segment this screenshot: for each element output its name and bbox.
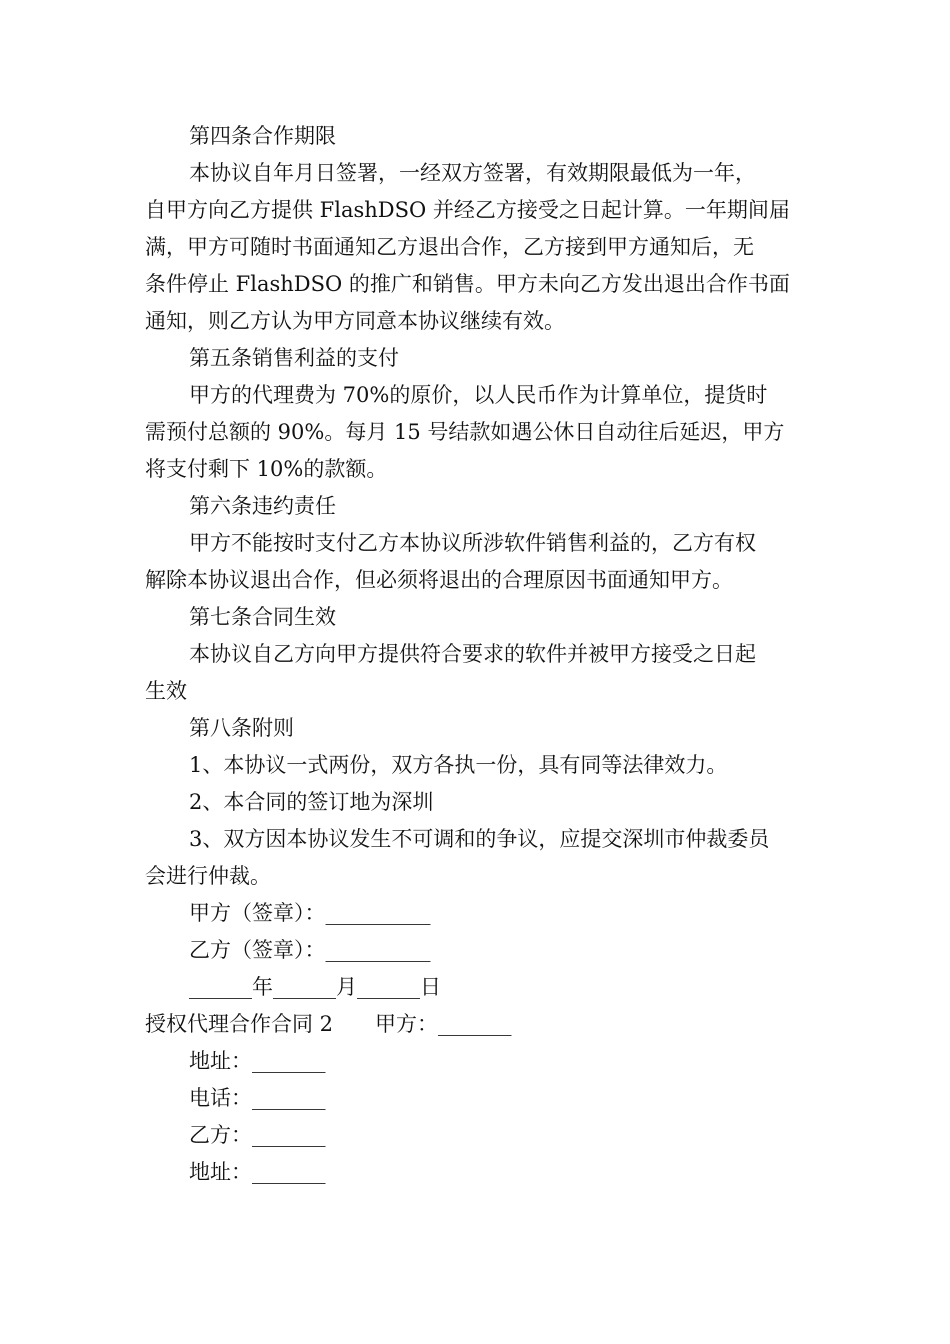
- party-b-field: 乙方：_______: [189, 1123, 326, 1147]
- paragraph-line: 满，甲方可随时书面通知乙方退出合作，乙方接到甲方通知后，无: [145, 235, 754, 259]
- paragraph-line: 会进行仲裁。: [145, 864, 271, 888]
- document-page: [145, 118, 810, 1191]
- party-b-signature-line: 乙方（签章）：__________: [189, 938, 431, 962]
- paragraph-line: 条件停止 FlashDSO 的推广和销售。甲方未向乙方发出退出合作书面: [145, 272, 790, 296]
- list-item: 3、双方因本协议发生不可调和的争议，应提交深圳市仲裁委员: [189, 827, 770, 851]
- section-heading-6: 第六条违约责任: [189, 494, 336, 518]
- address-field: 地址：_______: [189, 1049, 326, 1073]
- section-heading-7: 第七条合同生效: [189, 605, 336, 629]
- paragraph-line: 生效: [145, 679, 187, 703]
- phone-field: 电话：_______: [189, 1086, 326, 1110]
- section-heading-8: 第八条附则: [189, 716, 294, 740]
- contract-title-line: 授权代理合作合同 2 甲方：_______: [145, 1012, 512, 1036]
- paragraph-line: 甲方的代理费为 70%的原价，以人民币作为计算单位，提货时: [189, 383, 768, 407]
- address-field: 地址：_______: [189, 1160, 326, 1184]
- paragraph-line: 本协议自年月日签署，一经双方签署，有效期限最低为一年，: [189, 161, 756, 185]
- paragraph-line: 通知，则乙方认为甲方同意本协议继续有效。: [145, 309, 565, 333]
- list-item: 1、本协议一式两份，双方各执一份，具有同等法律效力。: [189, 753, 728, 777]
- section-heading-4: 第四条合作期限: [189, 124, 336, 148]
- paragraph-line: 本协议自乙方向甲方提供符合要求的软件并被甲方接受之日起: [189, 642, 756, 666]
- paragraph-line: 甲方不能按时支付乙方本协议所涉软件销售利益的，乙方有权: [189, 531, 756, 555]
- paragraph-line: 自甲方向乙方提供 FlashDSO 并经乙方接受之日起计算。一年期间届: [145, 198, 790, 222]
- paragraph-line: 需预付总额的 90%。每月 15 号结款如遇公休日自动往后延迟，甲方: [145, 420, 785, 444]
- section-heading-5: 第五条销售利益的支付: [189, 346, 399, 370]
- paragraph-line: 将支付剩下 10%的款额。: [145, 457, 388, 481]
- date-line: ______年______月______日: [189, 975, 441, 999]
- paragraph-line: 解除本协议退出合作，但必须将退出的合理原因书面通知甲方。: [145, 568, 733, 592]
- party-a-signature-line: 甲方（签章）：__________: [189, 901, 431, 925]
- list-item: 2、本合同的签订地为深圳: [189, 790, 434, 814]
